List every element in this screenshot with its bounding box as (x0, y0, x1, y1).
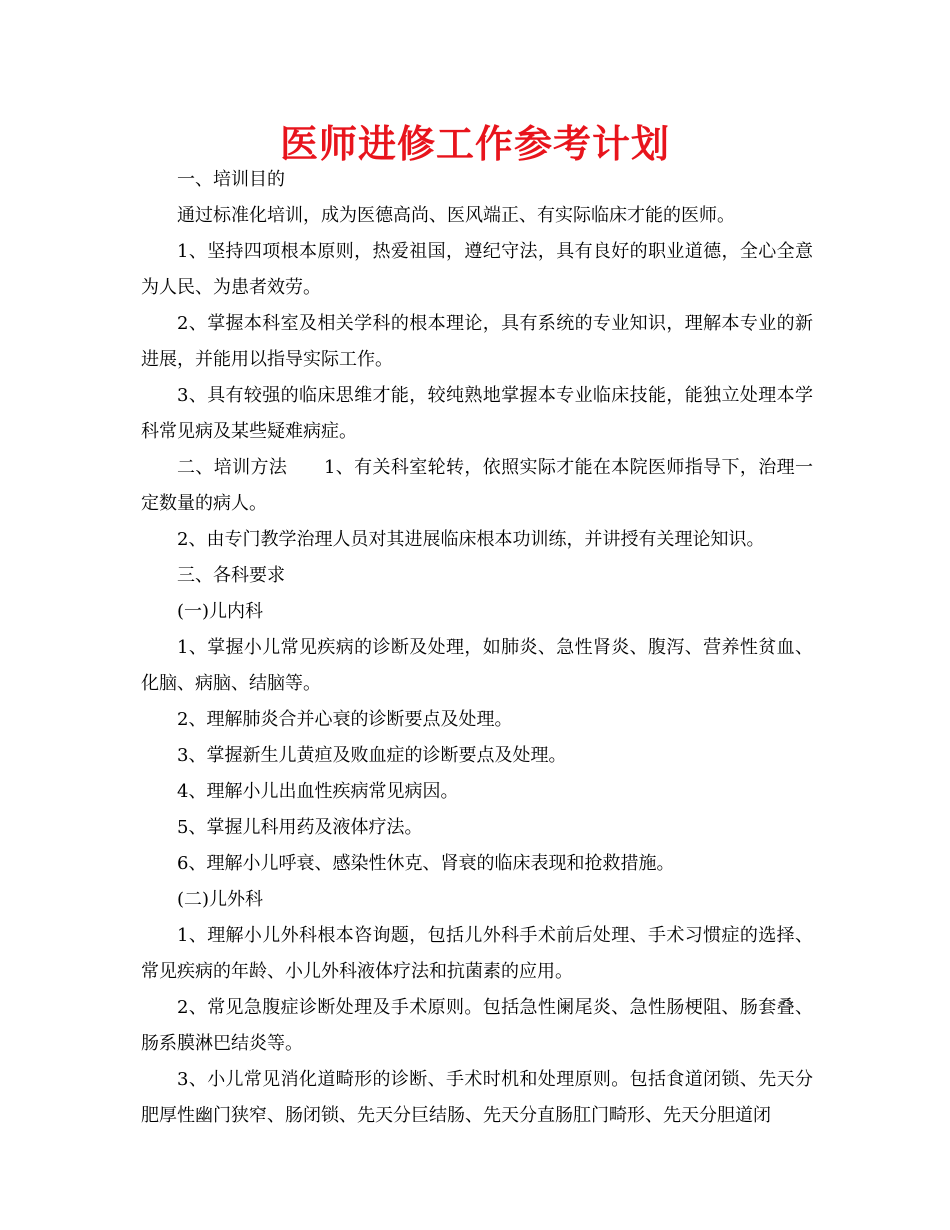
paragraph: 3、掌握新生儿黄疸及败血症的诊断要点及处理。 (177, 745, 567, 766)
paragraph: 2、理解肺炎合并心衰的诊断要点及处理。 (177, 709, 513, 730)
paragraph: 1、掌握小儿常见疾病的诊断及处理，如肺炎、急性肾炎、腹泻、营养性贫血、化脑、病脑、结脑等。 (141, 637, 813, 694)
paragraph: 4、理解小儿出血性疾病常见病因。 (177, 781, 459, 802)
paragraph: 5、掌握儿科用药及液体疗法。 (177, 817, 423, 838)
section-heading: 一、培训目的 (177, 169, 285, 190)
paragraph: 1、坚持四项根本原则，热爱祖国，遵纪守法，具有良好的职业道德，全心全意为人民、为患者效劳。 (141, 241, 813, 298)
document-body (141, 162, 813, 1134)
paragraph: 2、常见急腹症诊断处理及手术原则。包括急性阑尾炎、急性肠梗阻、肠套叠、肠系膜淋巴结炎等。 (141, 997, 813, 1054)
paragraph: 3、小儿常见消化道畸形的诊断、手术时机和处理原则。包括食道闭锁、先天分肥厚性幽门狭窄、肠闭锁、先天分巨结肠、先天分直肠肛门畸形、先天分胆道闭 (141, 1069, 813, 1126)
paragraph: 通过标准化培训，成为医德高尚、医风端正、有实际临床才能的医师。 (177, 205, 735, 226)
section-heading: 二、培训方法 1、有关科室轮转，依照实际才能在本院医师指导下，治理一定数量的病人。 (141, 457, 813, 514)
document-title: 医师进修工作参考计划 (279, 122, 670, 166)
paragraph: 2、掌握本科室及相关学科的根本理论，具有系统的专业知识，理解本专业的新进展，并能用以指导实际工作。 (141, 313, 813, 370)
paragraph: 3、具有较强的临床思维才能，较纯熟地掌握本专业临床技能，能独立处理本学科常见病及某些疑难病症。 (141, 385, 813, 442)
paragraph: 2、由专门教学治理人员对其进展临床根本功训练，并讲授有关理论知识。 (177, 529, 765, 550)
paragraph: 6、理解小儿呼衰、感染性休克、肾衰的临床表现和抢救措施。 (177, 853, 675, 874)
subsection-heading: (一)儿内科 (177, 601, 264, 622)
paragraph: 1、理解小儿外科根本咨询题，包括儿外科手术前后处理、手术习惯症的选择、常见疾病的年龄、小儿外科液体疗法和抗菌素的应用。 (141, 925, 813, 982)
section-heading: 三、各科要求 (177, 565, 285, 586)
subsection-heading: (二)儿外科 (177, 889, 264, 910)
